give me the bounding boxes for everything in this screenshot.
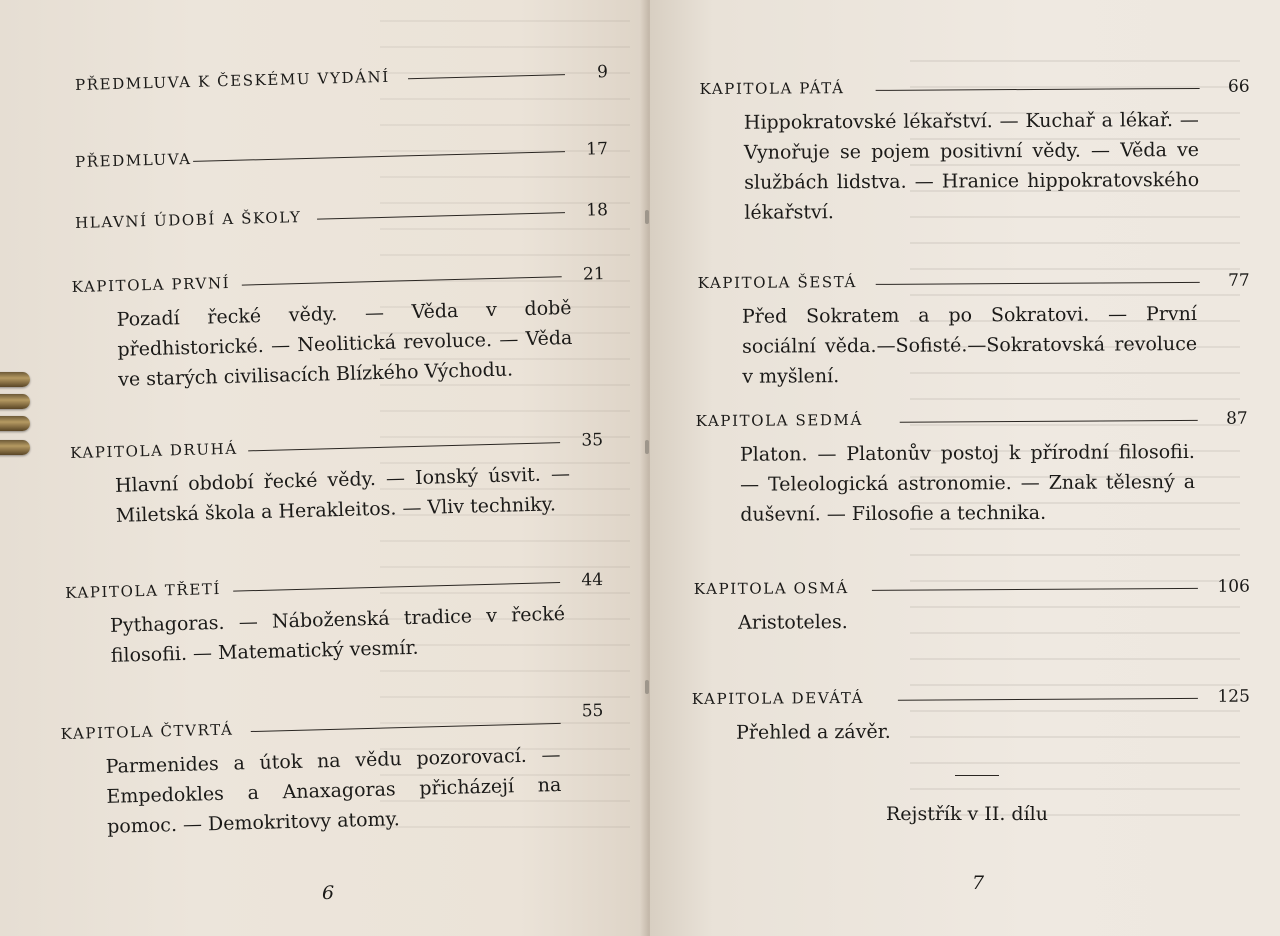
toc-entry (71, 256, 609, 396)
leader-rule (900, 420, 1198, 423)
toc-heading (694, 569, 1250, 600)
toc-entry (70, 422, 607, 532)
index-note: Rejstřík v II. dílu (886, 803, 1048, 825)
toc-heading (70, 422, 606, 464)
toc-page-number: 35 (581, 430, 604, 451)
index-separator-rule (955, 775, 999, 776)
toc-page-number: 66 (1227, 76, 1250, 97)
toc-page-number: 106 (1217, 576, 1250, 597)
toc-entry-label: HLAVNÍ ÚDOBÍ A ŠKOLY (74, 208, 302, 232)
toc-entry (60, 700, 608, 843)
toc-entry (696, 401, 1249, 530)
toc-entry-description: Platon. — Platonův postoj k přírodní filosofii. — Teleologická astronomie. — Znak tělesný a duševní. — Filosofie a technika. (739, 440, 1196, 526)
toc-page-number: 18 (586, 200, 609, 221)
binding-stitch (645, 680, 649, 694)
toc-heading (698, 263, 1250, 294)
toc-page-number: 125 (1217, 686, 1250, 707)
toc-entry (692, 679, 1250, 748)
leader-rule (872, 588, 1198, 591)
binding-stitch (645, 210, 649, 224)
toc-page-number: 55 (581, 700, 604, 722)
toc-entry-label: KAPITOLA PÁTÁ (699, 79, 845, 99)
leader-rule (248, 442, 560, 451)
toc-heading (60, 700, 606, 745)
toc-page-number: 87 (1226, 408, 1248, 429)
toc-page-number: 44 (581, 569, 604, 591)
toc-entry-description: Hlavní období řecké vědy. — Ionský úsvit. — Miletská škola a Herakleitos. — Vliv techniky. (114, 462, 571, 527)
binder-clip-icon (0, 416, 30, 431)
toc-entry-label: KAPITOLA TŘETÍ (64, 579, 222, 603)
toc-entry (65, 562, 607, 672)
binder-clip-icon (0, 394, 30, 409)
toc-heading (65, 562, 606, 604)
toc-entry-description: Přehled a závěr. (736, 720, 891, 744)
toc-entry (700, 69, 1251, 228)
toc-entry-description: Pythagoras. — Náboženská tradice v řecké filosofii. — Matematický vesmír. (109, 602, 566, 667)
toc-entry-label: KAPITOLA DEVÁTÁ (691, 688, 865, 709)
toc-entry-label: KAPITOLA PRVNÍ (71, 273, 231, 297)
toc-heading (71, 256, 607, 298)
toc-page-number: 77 (1228, 270, 1250, 291)
toc-heading (700, 69, 1250, 100)
toc-entry-description: Aristoteles. (738, 611, 848, 634)
toc-heading (692, 679, 1250, 710)
toc-page-number: 21 (582, 264, 605, 285)
toc-entry-description: Parmenides a útok na vědu pozorovací. — Empedokles a Anaxagoras přicházejí na pomoc. — Demokritovy atomy. (105, 743, 562, 838)
toc-entry-label: PŘEDMLUVA K ČESKÉMU VYDÁNÍ (74, 67, 390, 94)
toc-entry-label: KAPITOLA ŠESTÁ (697, 273, 858, 293)
toc-entry-label: KAPITOLA ČTVRTÁ (60, 720, 234, 744)
binder-clip-icon (0, 440, 30, 455)
binding-stitch (645, 440, 649, 454)
toc-heading (696, 401, 1248, 432)
toc-entry-label: KAPITOLA SEDMÁ (695, 410, 863, 431)
page-folio: 6 (322, 882, 335, 904)
toc-entry (698, 263, 1251, 392)
toc-entry-description: Před Sokratem a po Sokratovi. — První sociální věda.—Sofisté.—Sokratovská revoluce v myšlení. (741, 302, 1198, 388)
leader-rule (242, 276, 562, 285)
page-folio: 7 (972, 872, 985, 894)
leader-rule (408, 74, 565, 79)
leader-rule (898, 698, 1198, 701)
toc-entry-label: KAPITOLA OSMÁ (693, 579, 849, 599)
toc-page-number: 9 (596, 62, 609, 83)
leader-rule (876, 88, 1200, 91)
leader-rule (233, 582, 560, 592)
binder-clip-icon (0, 372, 30, 387)
toc-entry (694, 569, 1250, 638)
toc-entry-description: Pozadí řecké vědy. — Věda v době předhistorické. — Neolitická revoluce. — Věda ve starých civilisacích Blízkého Východu. (116, 296, 573, 391)
leader-rule (251, 723, 561, 732)
toc-entry-label: KAPITOLA DRUHÁ (69, 439, 238, 463)
toc-page-number: 17 (586, 139, 609, 160)
leader-rule (876, 282, 1200, 285)
leader-rule (317, 212, 565, 219)
leader-rule (193, 151, 565, 162)
toc-entry-label: PŘEDMLUVA (74, 149, 192, 171)
toc-entry-description: Hippokratovské lékařství. — Kuchař a lékař. — Vynořuje se pojem positivní vědy. — Věda ve službách lidstva. — Hranice hippokratovského lékařství. (743, 108, 1200, 224)
